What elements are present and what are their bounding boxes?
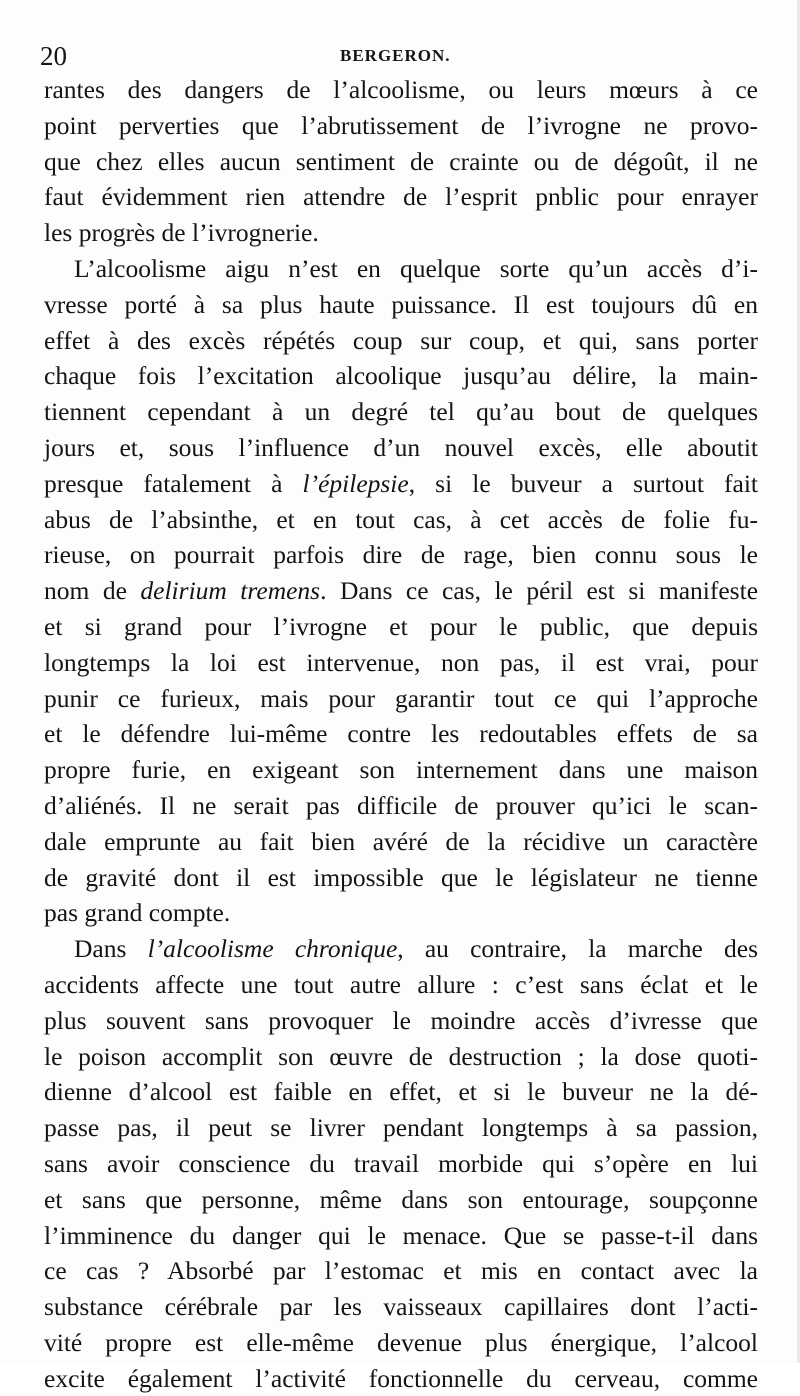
- text-line: longtemps la loi est intervenue, non pas, il est vrai, pour: [44, 647, 758, 677]
- text-line: faut évidemment rien attendre de l’esprit pnblic pour enrayer: [44, 182, 758, 212]
- text-line: abus de l’absinthe, et en tout cas, à cet accès de folie fu-: [44, 504, 758, 534]
- italic-term: l’alcoolisme chronique: [147, 934, 398, 964]
- text-line: dienne d’alcool est faible en effet, et si le buveur ne la dé-: [44, 1077, 758, 1107]
- text-segment: . Dans ce cas, le péril est si manifeste: [320, 576, 759, 606]
- text-segment: nom de: [44, 576, 141, 606]
- text-line: substance cérébrale par les vaisseaux capillaires dont l’acti-: [44, 1292, 758, 1322]
- running-head: [40, 38, 760, 74]
- text-line: excite également l’activité fonctionnelle du cerveau, comme: [44, 1363, 758, 1393]
- text-segment: , au contraire, la marche des: [397, 934, 758, 964]
- text-line: les progrès de l’ivrognerie.: [44, 218, 319, 248]
- text-line: de gravité dont il est impossible que le législateur ne tienne: [44, 862, 758, 892]
- text-line: vité propre est elle-même devenue plus énergique, l’alcool: [44, 1327, 758, 1357]
- text-line: plus souvent sans provoquer le moindre accès d’ivresse que: [44, 1005, 758, 1035]
- text-line: sans avoir conscience du travail morbide qui s’opère en lui: [44, 1148, 758, 1178]
- text-segment: , si le buveur a surtout fait: [408, 468, 758, 498]
- text-line: accidents affecte une tout autre allure : c’est sans éclat et le: [44, 969, 758, 999]
- text-line: [44, 573, 758, 609]
- text-line: rieuse, on pourrait parfois dire de rage, bien connu sous le: [44, 540, 758, 570]
- text-line: point perverties que l’abrutissement de l’ivrogne ne provo-: [44, 110, 758, 140]
- text-line: et sans que personne, même dans son entourage, soupçonne: [44, 1184, 758, 1214]
- text-line: chaque fois l’excitation alcoolique jusqu’au délire, la main-: [44, 361, 758, 391]
- paragraph-alcoolisme-chronique: [44, 931, 758, 1396]
- text-line: jours et, sous l’influence d’un nouvel excès, elle aboutit: [44, 432, 758, 462]
- text-line: et si grand pour l’ivrogne et pour le public, que depuis: [44, 611, 758, 641]
- text-segment: presque fatalement à: [44, 468, 303, 498]
- body-text: [44, 72, 758, 1396]
- paragraph-continued: [44, 72, 758, 251]
- text-line: propre furie, en exigeant son internement dans une maison: [44, 755, 758, 785]
- text-line: d’aliénés. Il ne serait pas difficile de prouver qu’ici le scan-: [44, 790, 758, 820]
- text-segment: Dans: [74, 934, 148, 964]
- italic-term: l’épilepsie: [302, 468, 409, 498]
- text-line: et le défendre lui-même contre les redoutables effets de sa: [44, 719, 758, 749]
- text-line: passe pas, il peut se livrer pendant longtemps à sa passion,: [44, 1113, 758, 1143]
- text-line: tiennent cependant à un degré tel qu’au bout de quelques: [44, 397, 758, 427]
- text-line: effet à des excès répétés coup sur coup, et qui, sans porter: [44, 325, 758, 355]
- paragraph-alcoolisme-aigu: [44, 251, 758, 931]
- text-line: [44, 931, 758, 967]
- text-line: l’imminence du danger qui le menace. Que se passe-t-il dans: [44, 1220, 758, 1250]
- text-line: punir ce furieux, mais pour garantir tout ce qui l’approche: [44, 683, 758, 713]
- running-title: BERGERON.: [340, 46, 451, 65]
- text-line: L’alcoolisme aigu n’est en quelque sorte qu’un accès d’i-: [74, 253, 758, 283]
- text-line: pas grand compte.: [44, 898, 231, 928]
- text-line: vresse porté à sa plus haute puissance. Il est toujours dû en: [44, 289, 758, 319]
- text-line: ce cas ? Absorbé par l’estomac et mis en contact avec la: [44, 1256, 758, 1286]
- text-line: dale emprunte au fait bien avéré de la récidive un caractère: [44, 826, 758, 856]
- text-line: [44, 466, 758, 502]
- text-line: que chez elles aucun sentiment de crainte ou de dégoût, il ne: [44, 146, 758, 176]
- italic-term: delirium tremens: [140, 576, 321, 606]
- text-line: rantes des dangers de l’alcoolisme, ou leurs mœurs à ce: [44, 75, 758, 104]
- text-line: le poison accomplit son œuvre de destruction ; la dose quoti-: [44, 1041, 758, 1071]
- page-number: 20: [40, 41, 67, 71]
